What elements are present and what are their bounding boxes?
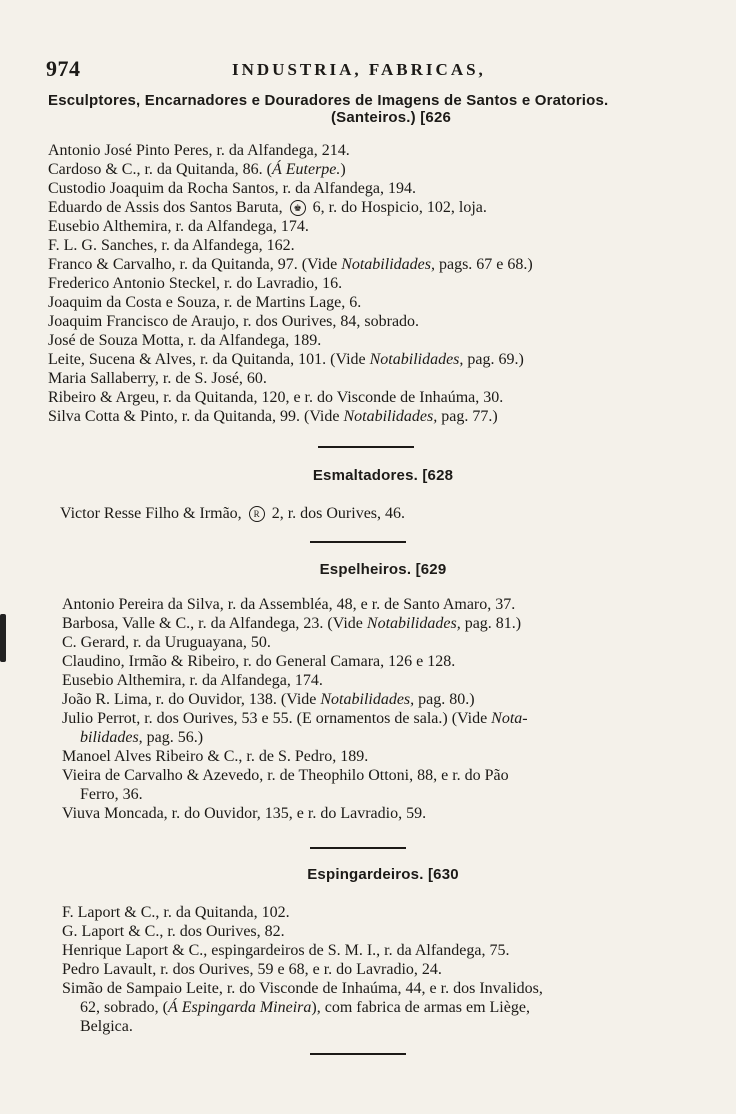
entry-text: Victor Resse Filho & Irmão, bbox=[60, 505, 246, 522]
entry-text: F. Laport & C., r. da Quitanda, 102. bbox=[62, 904, 290, 921]
entry-text: Belgica. bbox=[80, 1018, 133, 1035]
entry-text: Joaquim Francisco de Araujo, r. dos Ourives, 84, sobrado. bbox=[48, 313, 420, 330]
italic-reference: Á Espingarda Mineira bbox=[167, 999, 312, 1016]
list-item bbox=[62, 747, 732, 766]
list-item bbox=[62, 633, 732, 652]
italic-reference: bilidades, bbox=[80, 729, 143, 746]
section-espingardeiros-entries bbox=[62, 903, 732, 1036]
italic-reference: Nota- bbox=[491, 710, 528, 727]
section-heading: Espelheiros. [629 bbox=[319, 561, 447, 578]
list-item bbox=[62, 690, 732, 709]
list-item bbox=[48, 236, 728, 255]
entry-text: 62, sobrado, ( bbox=[80, 999, 168, 1016]
entry-continuation bbox=[62, 785, 732, 804]
italic-reference: Á Euterpe. bbox=[271, 161, 341, 178]
italic-reference: Notabilidades, bbox=[320, 691, 415, 708]
entry-text: G. Laport & C., r. dos Ourives, 82. bbox=[62, 923, 285, 940]
list-item bbox=[48, 331, 728, 350]
entry-text: Leite, Sucena & Alves, r. da Quitanda, 101. (Vide bbox=[48, 351, 370, 368]
entry-text: Manoel Alves Ribeiro & C., r. de S. Pedro, 189. bbox=[62, 748, 369, 765]
entry-text: Joaquim da Costa e Souza, r. de Martins Lage, 6. bbox=[48, 294, 362, 311]
italic-reference: Notabilidades, bbox=[366, 615, 461, 632]
list-item bbox=[62, 903, 732, 922]
list-item bbox=[48, 369, 728, 388]
list-item bbox=[48, 388, 728, 407]
entry-text: 6, r. do Hospicio, 102, loja. bbox=[308, 199, 487, 216]
list-item bbox=[62, 709, 732, 747]
section-espelheiros-entries bbox=[62, 595, 732, 823]
entry-continuation bbox=[62, 1017, 732, 1036]
entry-text: ) bbox=[340, 161, 346, 178]
page-number: 974 bbox=[46, 56, 81, 81]
italic-reference: Notabilidades, bbox=[369, 351, 464, 368]
list-item bbox=[48, 198, 728, 217]
entry-text: Simão de Sampaio Leite, r. do Visconde de Inhaúma, 44, e r. dos Invalidos, bbox=[62, 980, 543, 997]
section-heading: Espingardeiros. [630 bbox=[307, 866, 459, 883]
section-divider bbox=[310, 1053, 406, 1055]
italic-reference: Notabilidades, bbox=[341, 256, 435, 273]
section-espingardeiros bbox=[0, 866, 736, 883]
list-item bbox=[62, 652, 732, 671]
section-heading-line: Esculptores, Encarnadores e Douradores de Imagens de Santos e Oratorios. bbox=[48, 92, 609, 109]
list-item bbox=[48, 179, 728, 198]
section-esmaltadores-entries bbox=[60, 504, 730, 523]
entry-text: ), com fabrica de armas em Liège, bbox=[311, 999, 530, 1016]
entry-text: Ferro, 36. bbox=[80, 786, 143, 803]
list-item bbox=[48, 217, 728, 236]
entry-text: 2, r. dos Ourives, 46. bbox=[267, 505, 406, 522]
entry-text: Cardoso & C., r. da Quitanda, 86. ( bbox=[48, 161, 272, 178]
section-divider bbox=[318, 446, 414, 448]
entry-text: F. L. G. Sanches, r. da Alfandega, 162. bbox=[48, 237, 295, 254]
entry-text: Ribeiro & Argeu, r. da Quitanda, 120, e r. do Visconde de Inhaúma, 30. bbox=[48, 389, 504, 406]
page-header bbox=[46, 56, 696, 86]
list-item bbox=[62, 941, 732, 960]
entry-text: pag. 56.) bbox=[142, 729, 204, 746]
section-heading-santeiros bbox=[48, 92, 688, 126]
entry-text: Eusebio Althemira, r. da Alfandega, 174. bbox=[62, 672, 323, 689]
list-item bbox=[62, 960, 732, 979]
entry-text: Henrique Laport & C., espingardeiros de S. M. I., r. da Alfandega, 75. bbox=[62, 942, 510, 959]
list-item bbox=[62, 979, 732, 1036]
entry-text: pags. 67 e 68.) bbox=[434, 256, 533, 273]
section-divider bbox=[310, 541, 406, 543]
entry-text: Claudino, Irmão & Ribeiro, r. do General Camara, 126 e 128. bbox=[62, 653, 456, 670]
entry-text: pag. 81.) bbox=[460, 615, 522, 632]
list-item bbox=[62, 614, 732, 633]
entry-text: C. Gerard, r. da Uruguayana, 50. bbox=[62, 634, 271, 651]
entry-text: Vieira de Carvalho & Azevedo, r. de Theophilo Ottoni, 88, e r. do Pão bbox=[62, 767, 509, 784]
list-item bbox=[60, 504, 730, 523]
entry-text: pag. 77.) bbox=[437, 408, 498, 425]
entry-text: Franco & Carvalho, r. da Quitanda, 97. (Vide bbox=[48, 256, 342, 273]
entry-text: Pedro Lavault, r. dos Ourives, 59 e 68, e r. do Lavradio, 24. bbox=[62, 961, 442, 978]
entry-text: Frederico Antonio Steckel, r. do Lavradio, 16. bbox=[48, 275, 343, 292]
section-espelheiros bbox=[0, 561, 736, 578]
medal-icon: ♚ bbox=[290, 200, 306, 216]
running-title: INDUSTRIA, FABRICAS, bbox=[232, 60, 486, 79]
entry-list bbox=[62, 595, 732, 823]
entry-text: Custodio Joaquim da Rocha Santos, r. da Alfandega, 194. bbox=[48, 180, 416, 197]
list-item bbox=[48, 160, 728, 179]
entry-list bbox=[48, 141, 728, 426]
list-item bbox=[48, 274, 728, 293]
medal-icon: R bbox=[249, 506, 265, 522]
list-item bbox=[62, 922, 732, 941]
list-item bbox=[62, 766, 732, 804]
entry-text: Antonio Pereira da Silva, r. da Assembléa, 48, e r. de Santo Amaro, 37. bbox=[62, 596, 516, 613]
entry-text: José de Souza Motta, r. da Alfandega, 189. bbox=[48, 332, 322, 349]
list-item bbox=[48, 293, 728, 312]
entry-list bbox=[62, 903, 732, 1036]
list-item bbox=[48, 350, 728, 369]
section-esmaltadores bbox=[0, 467, 736, 484]
entry-text: Eduardo de Assis dos Santos Baruta, bbox=[48, 199, 287, 216]
entry-continuation bbox=[62, 728, 732, 747]
italic-reference: Notabilidades, bbox=[343, 408, 438, 425]
section-divider bbox=[310, 847, 406, 849]
entry-list bbox=[60, 504, 730, 523]
entry-text: pag. 80.) bbox=[414, 691, 475, 708]
list-item bbox=[48, 312, 728, 331]
list-item bbox=[62, 595, 732, 614]
entry-text: pag. 69.) bbox=[463, 351, 524, 368]
entry-text: Julio Perrot, r. dos Ourives, 53 e 55. (E ornamentos de sala.) (Vide bbox=[62, 710, 492, 727]
section-heading-line: (Santeiros.) [626 bbox=[330, 109, 452, 126]
list-item bbox=[62, 804, 732, 823]
list-item bbox=[48, 255, 728, 274]
entry-text: Silva Cotta & Pinto, r. da Quitanda, 99. (Vide bbox=[48, 408, 344, 425]
entry-text: Maria Sallaberry, r. de S. José, 60. bbox=[48, 370, 267, 387]
entry-continuation bbox=[62, 998, 732, 1017]
section-santeiros bbox=[48, 141, 728, 426]
entry-text: Barbosa, Valle & C., r. da Alfandega, 23. (Vide bbox=[62, 615, 367, 632]
entry-text: Eusebio Althemira, r. da Alfandega, 174. bbox=[48, 218, 309, 235]
entry-text: Antonio José Pinto Peres, r. da Alfandega, 214. bbox=[48, 142, 350, 159]
entry-text: Viuva Moncada, r. do Ouvidor, 135, e r. do Lavradio, 59. bbox=[62, 805, 427, 822]
list-item bbox=[48, 141, 728, 160]
entry-text: João R. Lima, r. do Ouvidor, 138. (Vide bbox=[62, 691, 321, 708]
list-item bbox=[48, 407, 728, 426]
list-item bbox=[62, 671, 732, 690]
binding-mark bbox=[0, 614, 6, 662]
section-heading: Esmaltadores. [628 bbox=[312, 467, 454, 484]
